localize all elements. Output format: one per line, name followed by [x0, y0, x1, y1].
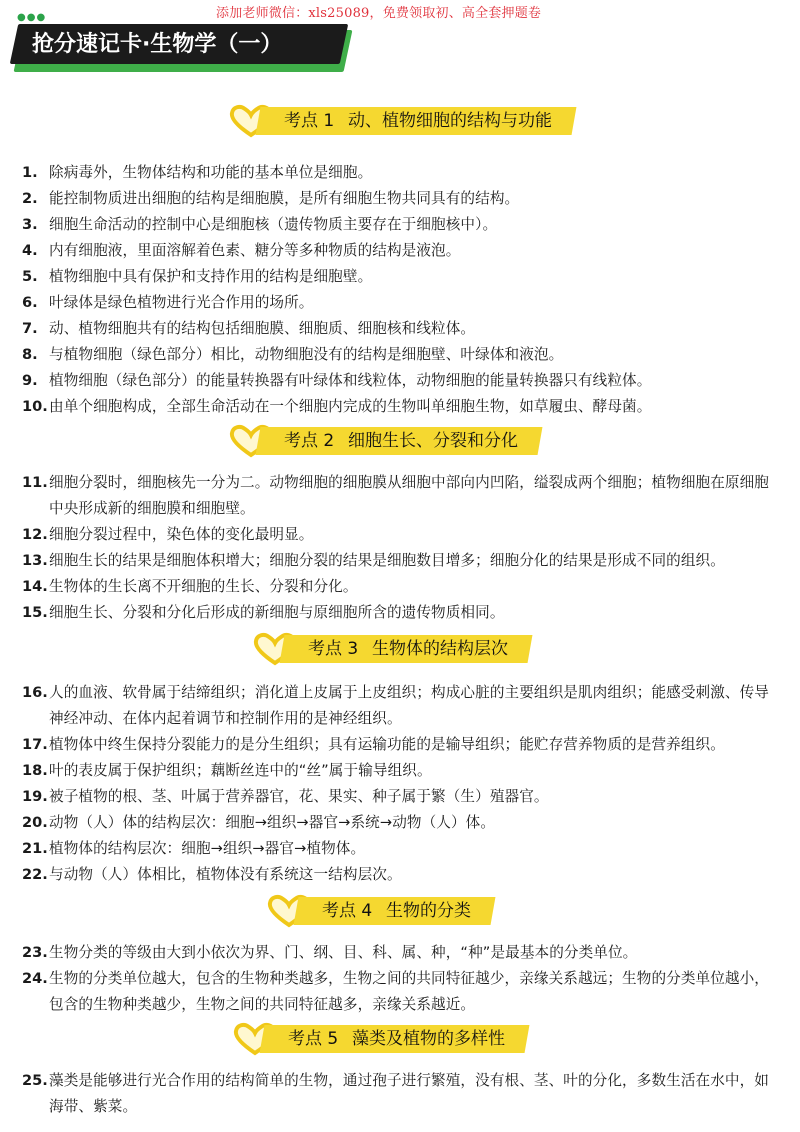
item-text: 生物体的生长离不开细胞的生长、分裂和分化。: [49, 578, 358, 595]
item-text: 植物体的结构层次：细胞→组织→器官→植物体。: [49, 840, 366, 857]
item-text: 由单个细胞构成，全部生命活动在一个细胞内完成的生物叫单细胞生物，如草履虫、酵母菌。: [49, 398, 652, 415]
list-item: [22, 186, 782, 212]
item-text: 细胞分裂时，细胞核先一分为二。动物细胞的细胞膜从细胞中部向内凹陷，缢裂成两个细胞；植物细胞在原细胞中央形成新的细胞膜和细胞壁。: [49, 474, 769, 517]
list-item: [22, 470, 782, 522]
item-text: 内有细胞液，里面溶解着色素、糖分等多种物质的结构是液泡。: [49, 242, 461, 259]
section-label: [294, 897, 496, 925]
item-number: 13.: [22, 552, 48, 569]
list-item: [22, 600, 782, 626]
section-number: 考点 1: [284, 111, 335, 131]
item-number: 8.: [22, 346, 38, 363]
section-number: 考点 3: [308, 639, 359, 659]
list-item: [22, 368, 782, 394]
section-label: [256, 107, 577, 135]
item-text: 植物细胞（绿色部分）的能量转换器有叶绿体和线粒体，动物细胞的能量转换器只有线粒体。: [49, 372, 652, 389]
item-number: 11.: [22, 474, 48, 491]
section-number: 考点 4: [322, 901, 373, 921]
item-number: 25.: [22, 1072, 48, 1089]
list-item: [22, 810, 782, 836]
list-item: [22, 394, 782, 420]
item-number: 24.: [22, 970, 48, 987]
item-text: 人的血液、软骨属于结缔组织；消化道上皮属于上皮组织；构成心脏的主要组织是肌肉组织；能感受刺激、传导神经冲动、在体内起着调节和控制作用的是神经组织。: [49, 684, 769, 727]
list-item: [22, 784, 782, 810]
item-number: 15.: [22, 604, 48, 621]
item-text: 与动物（人）体相比，植物体没有系统这一结构层次。: [49, 866, 402, 883]
item-number: 20.: [22, 814, 48, 831]
section-title: 动、植物细胞的结构与功能: [348, 111, 553, 131]
list-item: [22, 342, 782, 368]
item-number: 2.: [22, 190, 38, 207]
item-number: 5.: [22, 268, 38, 285]
section-number: 考点 5: [288, 1029, 339, 1049]
item-text: 动、植物细胞共有的结构包括细胞膜、细胞质、细胞核和线粒体。: [49, 320, 476, 337]
item-text: 细胞生长的结果是细胞体积增大；细胞分裂的结果是细胞数目增多；细胞分化的结果是形成不同的组织。: [49, 552, 725, 569]
item-text: 除病毒外，生物体结构和功能的基本单位是细胞。: [49, 164, 373, 181]
item-number: 7.: [22, 320, 38, 337]
section-label: [280, 635, 533, 663]
item-number: 18.: [22, 762, 48, 779]
item-text: 细胞分裂过程中，染色体的变化最明显。: [49, 526, 314, 543]
list-item: [22, 732, 782, 758]
item-number: 19.: [22, 788, 48, 805]
item-number: 16.: [22, 684, 48, 701]
item-number: 22.: [22, 866, 48, 883]
list-item: [22, 966, 782, 1018]
section-title: 细胞生长、分裂和分化: [348, 431, 519, 451]
item-number: 6.: [22, 294, 38, 311]
watermark-text: 添加老师微信：xls25089，免费领取初、高全套押题卷: [216, 6, 542, 21]
list-item: [22, 574, 782, 600]
list-item: [22, 160, 782, 186]
list-item: [22, 862, 782, 888]
item-number: 12.: [22, 526, 48, 543]
section-label: [256, 427, 543, 455]
list-item: [22, 238, 782, 264]
item-number: 23.: [22, 944, 48, 961]
item-number: 14.: [22, 578, 48, 595]
list-item: [22, 836, 782, 862]
list-item: [22, 758, 782, 784]
item-number: 1.: [22, 164, 38, 181]
list-item: [22, 1068, 782, 1120]
section-label: [260, 1025, 530, 1053]
item-number: 10.: [22, 398, 48, 415]
item-number: 17.: [22, 736, 48, 753]
list-item: [22, 940, 782, 966]
item-text: 被子植物的根、茎、叶属于营养器官，花、果实、种子属于繁（生）殖器官。: [49, 788, 549, 805]
item-text: 细胞生长、分裂和分化后形成的新细胞与原细胞所含的遗传物质相同。: [49, 604, 505, 621]
item-text: 植物体中终生保持分裂能力的是分生组织；具有运输功能的是输导组织；能贮存营养物质的是营养组织。: [49, 736, 725, 753]
list-item: [22, 680, 782, 732]
list-item: [22, 316, 782, 342]
item-number: 9.: [22, 372, 38, 389]
section-title: 生物体的结构层次: [372, 639, 509, 659]
decorative-dots: ●●●: [17, 12, 47, 23]
item-number: 3.: [22, 216, 38, 233]
item-text: 细胞生命活动的控制中心是细胞核（遗传物质主要存在于细胞核中）。: [49, 216, 498, 233]
item-text: 生物的分类单位越大，包含的生物种类越多，生物之间的共同特征越少，亲缘关系越远；生物的分类单位越小，包含的生物种类越少，生物之间的共同特征越多，亲缘关系越近。: [49, 970, 769, 1013]
section-title: 生物的分类: [386, 901, 472, 921]
list-item: [22, 522, 782, 548]
item-text: 藻类是能够进行光合作用的结构简单的生物，通过孢子进行繁殖，没有根、茎、叶的分化，多数生活在水中，如海带、紫菜。: [49, 1072, 769, 1115]
list-item: [22, 264, 782, 290]
item-text: 与植物细胞（绿色部分）相比，动物细胞没有的结构是细胞壁、叶绿体和液泡。: [49, 346, 564, 363]
item-text: 动物（人）体的结构层次：细胞→组织→器官→系统→动物（人）体。: [49, 814, 496, 831]
item-text: 植物细胞中具有保护和支持作用的结构是细胞壁。: [49, 268, 373, 285]
list-item: [22, 548, 782, 574]
item-number: 21.: [22, 840, 48, 857]
list-item: [22, 212, 782, 238]
page-title-banner: [14, 24, 360, 74]
item-text: 能控制物质进出细胞的结构是细胞膜，是所有细胞生物共同具有的结构。: [49, 190, 520, 207]
section-title: 藻类及植物的多样性: [352, 1029, 506, 1049]
item-text: 叶的表皮属于保护组织；藕断丝连中的“丝”属于输导组织。: [49, 762, 432, 779]
list-item: [22, 290, 782, 316]
section-number: 考点 2: [284, 431, 335, 451]
item-number: 4.: [22, 242, 38, 259]
page-title: 抢分速记卡·生物学（一）: [32, 32, 283, 57]
item-text: 生物分类的等级由大到小依次为界、门、纲、目、科、属、种，“种”是最基本的分类单位。: [49, 944, 638, 961]
item-text: 叶绿体是绿色植物进行光合作用的场所。: [49, 294, 314, 311]
